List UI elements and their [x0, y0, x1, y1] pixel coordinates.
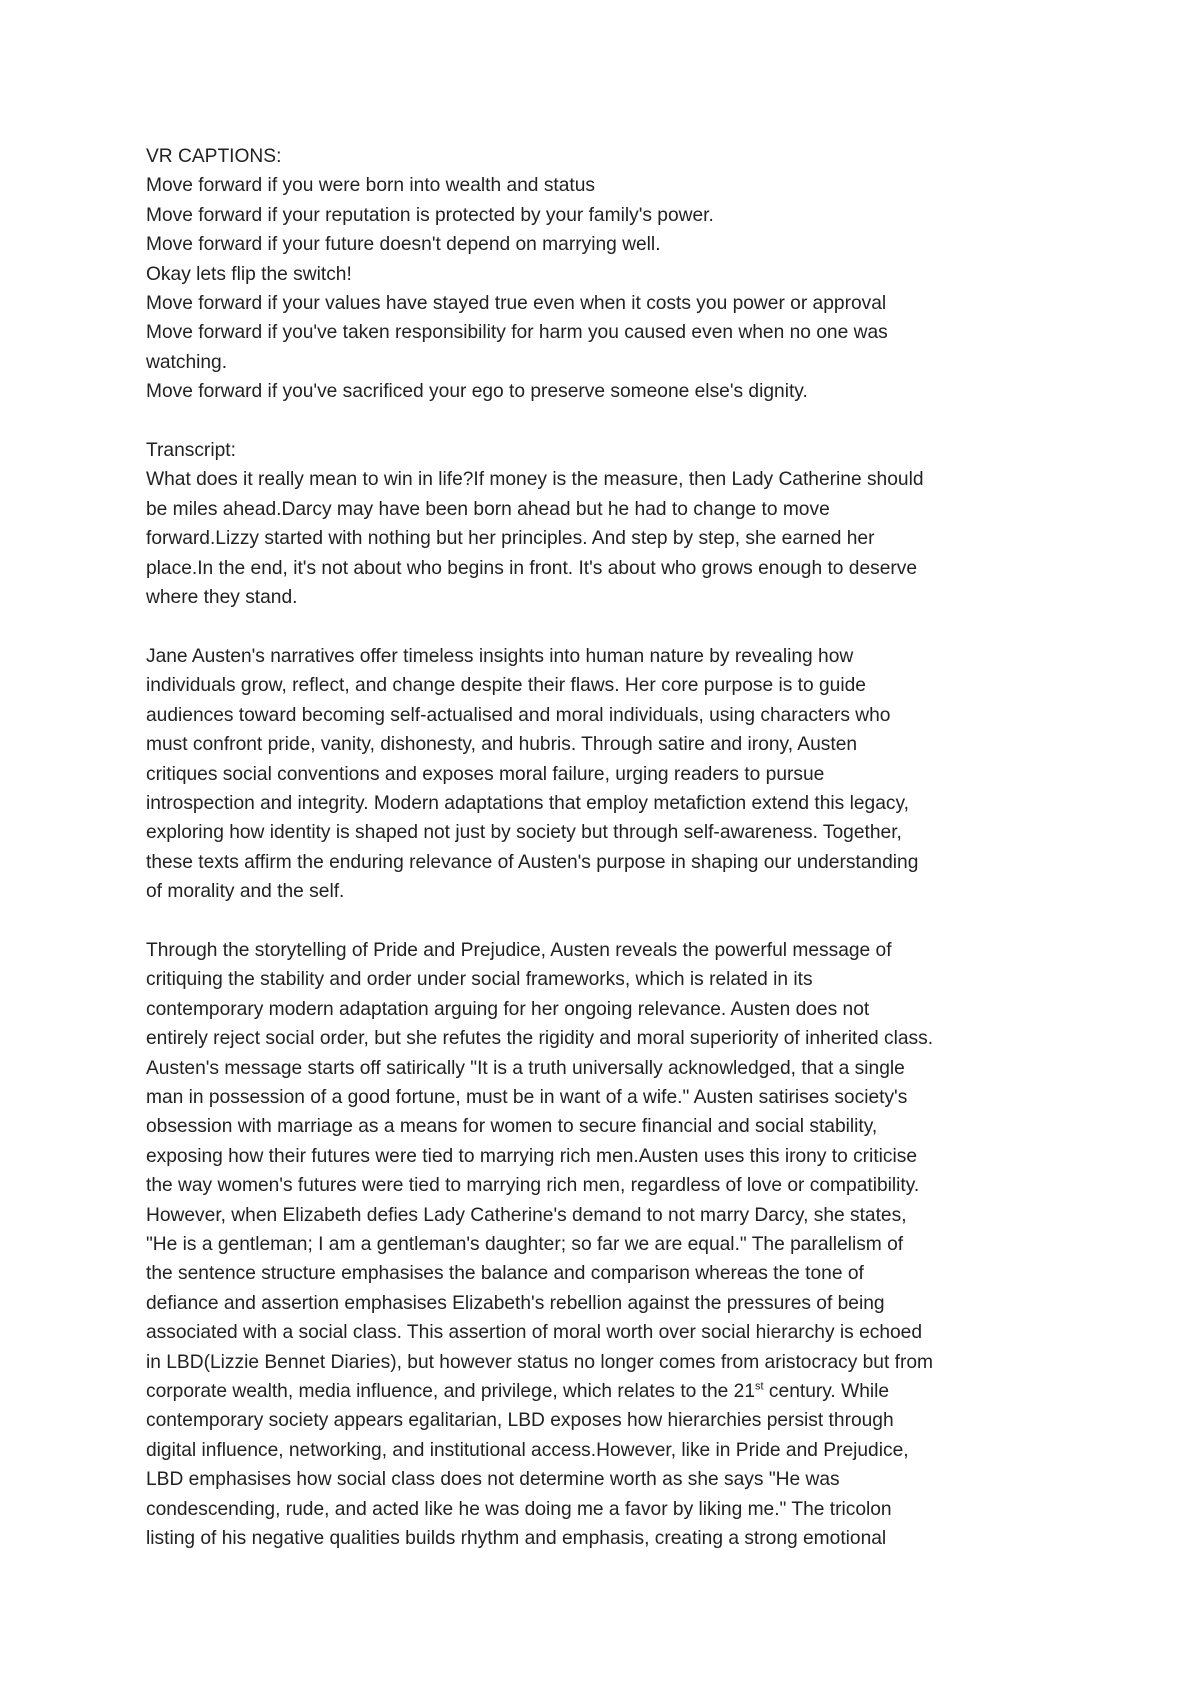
caption-line: Move forward if you were born into wealth and status	[146, 175, 596, 197]
caption-line: Move forward if your future doesn't depend on marrying well.	[146, 234, 661, 256]
paragraph-line: listing of his negative qualities builds rhythm and emphasis, creating a strong emotional	[146, 1528, 887, 1550]
paragraph-line: exposing how their futures were tied to marrying rich men.Austen uses this irony to criticise	[146, 1145, 918, 1167]
caption-line: Move forward if you've taken responsibility for harm you caused even when no one was	[146, 322, 888, 344]
paragraph-line: LBD emphasises how social class does not determine worth as she says "He was	[146, 1469, 840, 1491]
transcript-line: forward.Lizzy started with nothing but her principles. And step by step, she earned her	[146, 528, 875, 550]
paragraph-line: exploring how identity is shaped not just by society but through self-awareness. Together,	[146, 822, 902, 844]
transcript-section	[146, 436, 1080, 612]
paragraph-line: audiences toward becoming self-actualised and moral individuals, using characters who	[146, 704, 891, 726]
paragraph-spacer	[146, 907, 1080, 936]
transcript-line: where they stand.	[146, 587, 298, 609]
transcript-line: be miles ahead.Darcy may have been born ahead but he had to change to move	[146, 498, 830, 520]
ordinal-superscript: st	[755, 1380, 764, 1393]
paragraph-line: However, when Elizabeth defies Lady Catherine's demand to not marry Darcy, she states,	[146, 1204, 907, 1226]
paragraph-line: obsession with marriage as a means for women to secure financial and social stability,	[146, 1116, 878, 1138]
paragraph-line: the way women's futures were tied to marrying rich men, regardless of love or compatibility.	[146, 1175, 920, 1197]
paragraph-line: of morality and the self.	[146, 881, 345, 903]
paragraph-line: condescending, rude, and acted like he was doing me a favor by liking me." The tricolon	[146, 1498, 892, 1520]
paragraph-spacer	[146, 612, 1080, 641]
paragraph-line: must confront pride, vanity, dishonesty, and hubris. Through satire and irony, Austen	[146, 734, 858, 756]
caption-line: Move forward if your values have stayed true even when it costs you power or approval	[146, 293, 887, 315]
paragraph-line: the sentence structure emphasises the balance and comparison whereas the tone of	[146, 1263, 864, 1285]
vr-captions-section	[146, 142, 1080, 407]
line-text-start: corporate wealth, media influence, and privilege, which relates to the 21	[146, 1381, 756, 1403]
caption-line: watching.	[146, 351, 228, 373]
paragraph-line: Austen's message starts off satirically "It is a truth universally acknowledged, that a single	[146, 1057, 905, 1079]
paragraph-line: defiance and assertion emphasises Elizabeth's rebellion against the pressures of being	[146, 1292, 885, 1314]
document-page	[146, 142, 1080, 1553]
caption-line: Move forward if you've sacrificed your ego to preserve someone else's dignity.	[146, 381, 808, 403]
paragraph-line: Through the storytelling of Pride and Prejudice, Austen reveals the powerful message of	[146, 939, 892, 961]
paragraph-line: critiquing the stability and order under social frameworks, which is related in its	[146, 969, 813, 991]
transcript-line: place.In the end, it's not about who begins in front. It's about who grows enough to deserve	[146, 557, 918, 579]
paragraph-line: individuals grow, reflect, and change despite their flaws. Her core purpose is to guide	[146, 675, 866, 697]
body-paragraph	[146, 936, 1080, 1554]
caption-line: Okay lets flip the switch!	[146, 263, 352, 285]
paragraph-line: "He is a gentleman; I am a gentleman's daughter; so far we are equal." The parallelism of	[146, 1233, 904, 1255]
line-text-end: century. While	[763, 1381, 890, 1403]
paragraph-line: contemporary modern adaptation arguing for her ongoing relevance. Austen does not	[146, 998, 870, 1020]
paragraph-line: critiques social conventions and exposes moral failure, urging readers to pursue	[146, 763, 825, 785]
paragraph-line: contemporary society appears egalitarian, LBD exposes how hierarchies persist through	[146, 1410, 894, 1432]
transcript-line: What does it really mean to win in life?If money is the measure, then Lady Catherine should	[146, 469, 924, 491]
vr-captions-heading: VR CAPTIONS:	[146, 146, 282, 167]
paragraph-line: man in possession of a good fortune, must be in want of a wife." Austen satirises society's	[146, 1086, 908, 1108]
paragraph-spacer	[146, 407, 1080, 436]
paragraph-line: digital influence, networking, and institutional access.However, like in Pride and Prejudice,	[146, 1439, 909, 1461]
paragraph-line: in LBD(Lizzie Bennet Diaries), but however status no longer comes from aristocracy but from	[146, 1351, 934, 1373]
paragraph-line: introspection and integrity. Modern adaptations that employ metafiction extend this legacy,	[146, 792, 909, 814]
transcript-heading: Transcript:	[146, 440, 236, 462]
caption-line: Move forward if your reputation is protected by your family's power.	[146, 204, 714, 226]
paragraph-line: Jane Austen's narratives offer timeless insights into human nature by revealing how	[146, 645, 854, 667]
intro-paragraph	[146, 642, 1080, 907]
paragraph-line: entirely reject social order, but she refutes the rigidity and moral superiority of inherited class.	[146, 1028, 934, 1050]
paragraph-line: associated with a social class. This assertion of moral worth over social hierarchy is echoed	[146, 1322, 923, 1344]
paragraph-line: these texts affirm the enduring relevance of Austen's purpose in shaping our understanding	[146, 851, 919, 873]
paragraph-line-with-superscript	[146, 1377, 1080, 1406]
